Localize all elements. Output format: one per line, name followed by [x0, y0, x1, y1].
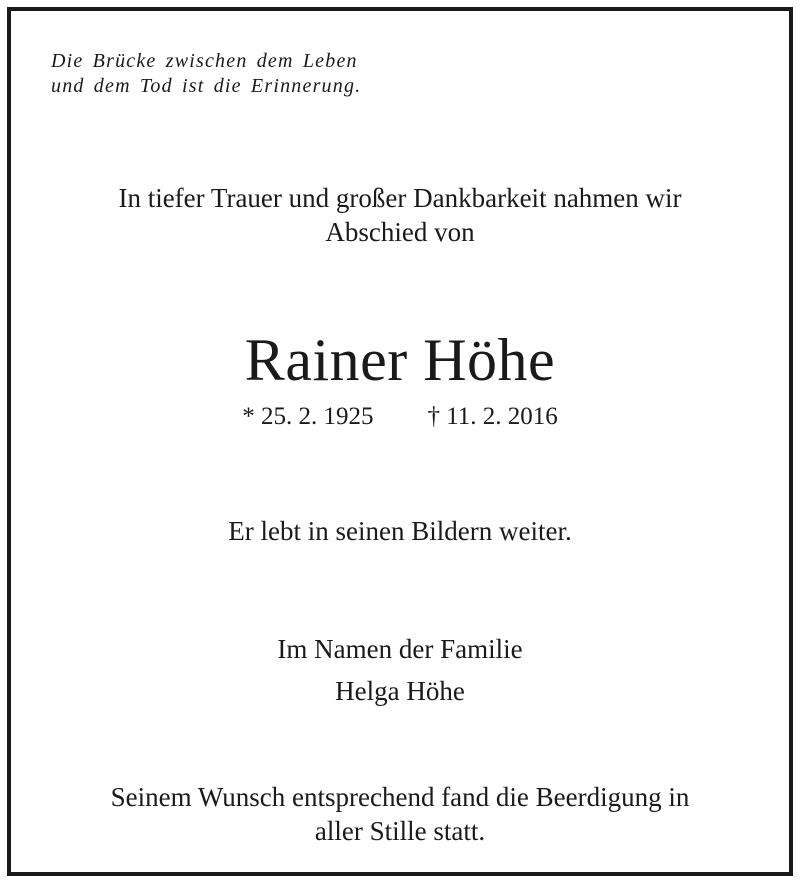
quote-line-2: und dem Tod ist die Erinnerung. — [51, 75, 362, 97]
family-signature — [11, 628, 789, 712]
family-line-1: Im Namen der Familie — [277, 634, 523, 664]
intro-line-1: In tiefer Trauer und großer Dankbarkeit nahmen wir — [118, 183, 682, 213]
quote-line-1: Die Brücke zwischen dem Leben — [51, 50, 358, 72]
burial-line-2: aller Stille statt. — [314, 816, 486, 846]
family-line-2: Helga Höhe — [335, 676, 465, 706]
memorial-quote — [51, 49, 361, 99]
birth-date: * 25. 2. 1925 — [242, 403, 374, 430]
intro-line-2: Abschied von — [325, 217, 475, 247]
deceased-name: Rainer Höhe — [244, 327, 556, 393]
burial-line-1: Seinem Wunsch entsprechend fand die Beerdigung in — [110, 782, 690, 812]
burial-note — [11, 780, 789, 848]
life-dates — [11, 402, 789, 432]
tribute-text: Er lebt in seinen Bildern weiter. — [228, 516, 572, 546]
death-date: † 11. 2. 2016 — [427, 403, 558, 430]
obituary-notice — [7, 7, 793, 876]
intro-text — [11, 181, 789, 249]
